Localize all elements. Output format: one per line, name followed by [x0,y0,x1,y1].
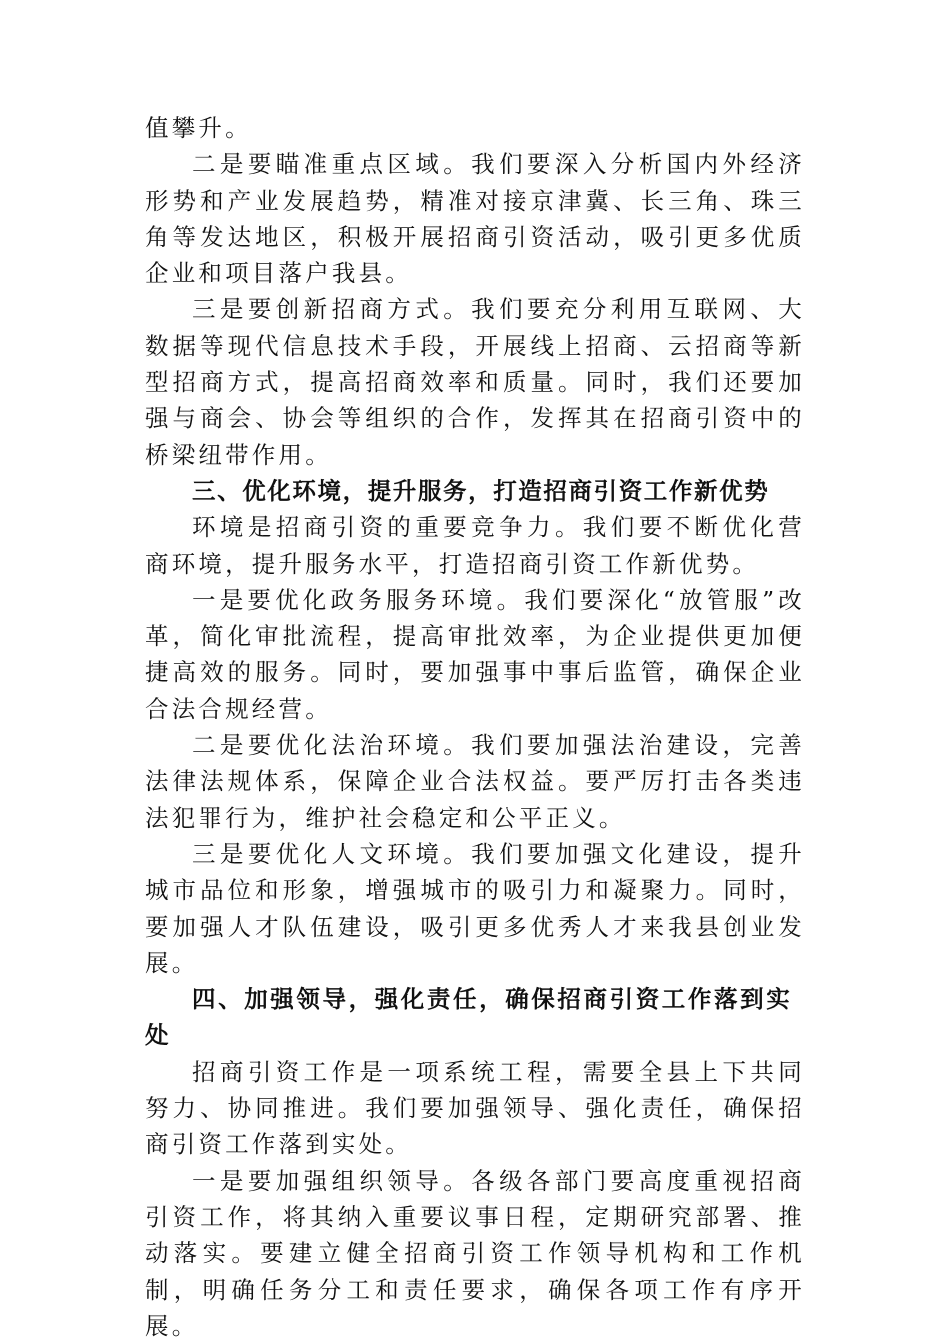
paragraph-environment-intro: 环境是招商引资的重要竞争力。我们要不断优化营商环境，提升服务水平，打造招商引资工作新优势。 [145,513,805,578]
paragraph-government-services: 一是要优化政务服务环境。我们要深化“放管服”改革，简化审批流程，提高审批效率，为企业提供更加便捷高效的服务。同时，要加强事中事后监管，确保企业合法合规经营。 [145,585,805,723]
section-heading-4: 四、加强领导，强化责任，确保招商引资工作落到实处 [145,985,793,1050]
paragraph-innovate-methods: 三是要创新招商方式。我们要充分利用互联网、大数据等现代信息技术手段，开展线上招商、云招商等新型招商方式，提高招商效率和质量。同时，我们还要加强与商会、协会等组织的合作，发挥其在招商引资中的桥梁纽带作用。 [145,295,805,469]
section-heading-3: 三、优化环境，提升服务，打造招商引资工作新优势 [192,476,770,505]
paragraph-organizational-leadership: 一是要加强组织领导。各级各部门要高度重视招商引资工作，将其纳入重要议事日程，定期研究部署、推动落实。要建立健全招商引资工作领导机构和工作机制，明确任务分工和责任要求，确保各项工作有序开展。 [145,1166,805,1340]
paragraph-cultural-environment: 三是要优化人文环境。我们要加强文化建设，提升城市品位和形象，增强城市的吸引力和凝聚力。同时，要加强人才队伍建设，吸引更多优秀人才来我县创业发展。 [145,839,805,977]
paragraph-key-regions: 二是要瞄准重点区域。我们要深入分析国内外经济形势和产业发展趋势，精准对接京津冀、长三角、珠三角等发达地区，积极开展招商引资活动，吸引更多优质企业和项目落户我县。 [145,150,805,288]
document-page [145,110,805,1344]
paragraph-rule-of-law: 二是要优化法治环境。我们要加强法治建设，完善法律法规体系，保障企业合法权益。要严厉打击各类违法犯罪行为，维护社会稳定和公平正义。 [145,731,805,832]
paragraph-leadership-intro: 招商引资工作是一项系统工程，需要全县上下共同努力、协同推进。我们要加强领导、强化责任，确保招商引资工作落到实处。 [145,1057,805,1159]
paragraph-continuation: 值攀升。 [145,114,252,142]
